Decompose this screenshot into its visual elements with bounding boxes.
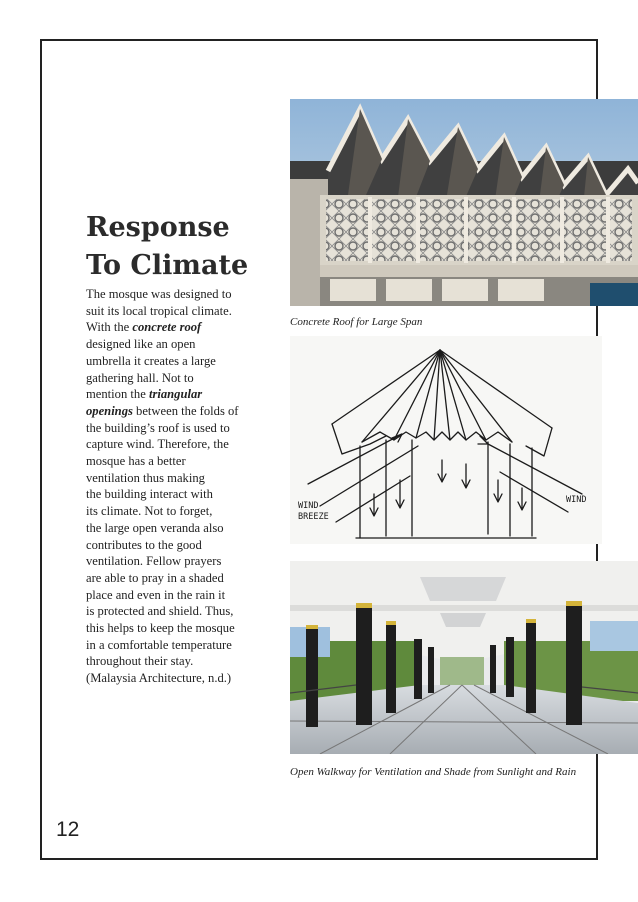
body-line: are able to pray in a shaded <box>86 570 224 585</box>
wind-label-right: WIND <box>566 495 587 505</box>
body-line: umbrella it creates a large <box>86 353 216 368</box>
body-text: mention the <box>86 387 149 402</box>
concrete-roof-photo <box>290 99 638 306</box>
body-paragraph <box>86 286 266 687</box>
title-line-1: Response <box>86 212 230 243</box>
body-line: the large open veranda also <box>86 520 224 535</box>
body-line: ventilation. Fellow prayers <box>86 554 222 569</box>
body-line: place and even in the rain it <box>86 587 226 602</box>
page-number: 12 <box>56 818 80 841</box>
body-line <box>86 403 266 420</box>
body-line: The mosque was designed to <box>86 287 232 301</box>
open-walkway-caption: Open Walkway for Ventilation and Shade from Sunlight and Rain <box>290 766 577 778</box>
body-line: contributes to the good <box>86 537 202 552</box>
concrete-roof-image <box>290 99 638 306</box>
body-line: mosque has a better <box>86 454 186 469</box>
body-text: between the folds of <box>132 403 239 418</box>
title-line-2: To Climate <box>86 250 249 281</box>
open-walkway-image <box>290 561 638 754</box>
body-line: throughout their stay. <box>86 654 194 669</box>
breeze-label-left: BREEZE <box>298 512 329 522</box>
body-line <box>86 386 266 403</box>
body-line: in a comfortable temperature <box>86 637 232 652</box>
wind-flow-diagram <box>290 336 602 544</box>
concrete-roof-caption: Concrete Roof for Large Span <box>290 316 423 328</box>
emphasis-openings: openings <box>86 403 133 418</box>
emphasis-concrete-roof: concrete roof <box>132 320 202 335</box>
emphasis-triangular: triangular <box>148 387 203 402</box>
body-line: ventilation thus making <box>86 470 205 485</box>
body-line: the building interact with <box>86 487 213 502</box>
body-text: With the <box>86 320 133 335</box>
body-line: capture wind. Therefore, the <box>86 437 229 452</box>
open-walkway-photo <box>290 561 638 754</box>
body-line: this helps to keep the mosque <box>86 621 235 636</box>
body-line: designed like an open <box>86 337 196 352</box>
body-line <box>86 319 266 336</box>
body-line: gathering hall. Not to <box>86 370 194 385</box>
body-line: is protected and shield. Thus, <box>86 604 234 619</box>
wind-label-left: WIND <box>298 501 319 511</box>
page-title <box>86 209 248 285</box>
body-line: the building’s roof is used to <box>86 420 230 435</box>
body-line: (Malaysia Architecture, n.d.) <box>86 671 232 686</box>
wind-flow-sketch <box>290 336 602 544</box>
body-line: its climate. Not to forget, <box>86 504 213 519</box>
body-line: suit its local tropical climate. <box>86 303 232 318</box>
